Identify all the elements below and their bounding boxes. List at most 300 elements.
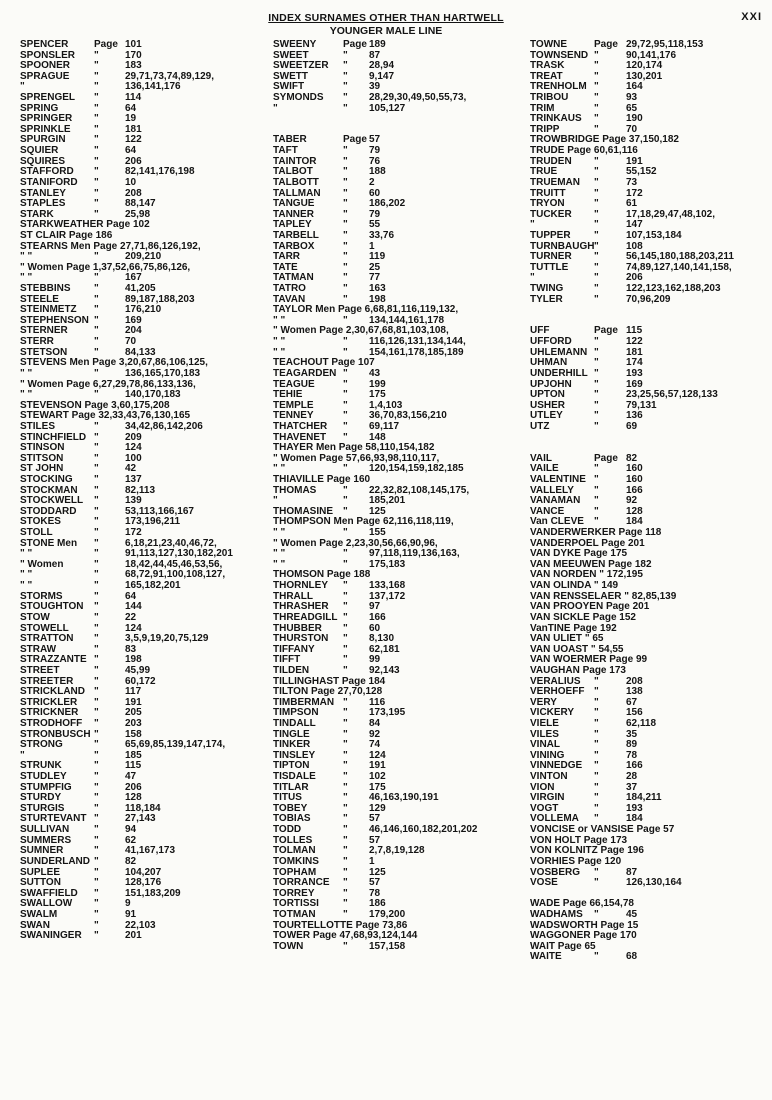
page-marker: " (94, 208, 99, 220)
surname-text: " (530, 219, 535, 231)
surname-text: TRIBOU (530, 92, 569, 104)
page-refs: 137,172 (369, 590, 406, 602)
page-marker: " (594, 70, 599, 82)
surname-text: " " (20, 367, 33, 379)
index-entry (273, 666, 523, 677)
surname-text: TORTISSI (273, 898, 319, 910)
page-marker: " (94, 187, 99, 199)
page-refs: 174 (626, 357, 643, 369)
surname-text: " (273, 495, 278, 507)
page-marker: " (594, 208, 599, 220)
surname-text: TEACHOUT Page 107 (273, 357, 375, 369)
page-marker: " (594, 367, 599, 379)
surname-text: THORNLEY (273, 580, 328, 592)
surname-text: WADE Page 66,154,78 (530, 898, 634, 910)
page-refs: 163 (369, 283, 386, 295)
surname-text: TREAT (530, 70, 563, 82)
surname-text: TODD (273, 824, 302, 836)
page-refs: 82 (626, 452, 638, 464)
index-entry (273, 857, 523, 868)
page-refs: 164 (626, 81, 643, 93)
surname-text: " (20, 749, 25, 761)
page-refs: 79 (369, 145, 381, 157)
page-marker: " (343, 633, 348, 645)
surname-text: STOCKMAN (20, 484, 78, 496)
page-marker: " (594, 410, 599, 422)
surname-text: STRAZZANTE (20, 654, 87, 666)
surname-text: TUCKER (530, 208, 572, 220)
page-marker: " (343, 622, 348, 634)
page-marker: " (94, 304, 99, 316)
page-marker: " (343, 102, 348, 114)
page-marker: " (343, 389, 348, 401)
page-refs: 173,196,211 (125, 516, 181, 528)
index-entry (273, 613, 523, 624)
surname-text: TRUDEN (530, 155, 572, 167)
surname-text: VERALIUS (530, 675, 581, 687)
page-marker: " (94, 134, 99, 146)
index-entry (20, 517, 270, 528)
index-entry (273, 793, 523, 804)
surname-text: VANDERWERKER Page 118 (530, 527, 662, 539)
surname-text: TRUEMAN (530, 176, 580, 188)
page-refs: 107,153,184 (626, 229, 682, 241)
surname-text: STEVENSON Page 3,60,175,208 (20, 399, 170, 411)
page-refs: 36,70,83,156,210 (369, 410, 447, 422)
index-entry (20, 178, 270, 189)
surname-text: VON KOLNITZ Page 196 (530, 845, 644, 857)
page-marker: " (94, 898, 99, 910)
page-marker: " (94, 590, 99, 602)
page-marker: " (94, 771, 99, 783)
page-refs: 122 (125, 134, 142, 146)
surname-text: " " (273, 463, 286, 475)
surname-text: TILLINGHAST Page 184 (273, 675, 386, 687)
page-marker: " (343, 261, 348, 273)
page-marker: " (343, 293, 348, 305)
index-entry (530, 401, 772, 412)
index-entry (273, 730, 523, 741)
page-refs: 79,131 (626, 399, 657, 411)
page-marker: " (594, 60, 599, 72)
page-refs: 67 (626, 696, 638, 708)
surname-text: USHER (530, 399, 566, 411)
surname-text: VANAMAN (530, 495, 581, 507)
page-refs: 175 (369, 781, 386, 793)
surname-text: TOWNSEND (530, 49, 589, 61)
index-entry (273, 517, 523, 528)
page-refs: 82 (125, 855, 137, 867)
page-refs: 10 (125, 176, 137, 188)
surname-text: VILES (530, 728, 559, 740)
page-marker: " (343, 495, 348, 507)
page-refs: 100 (125, 452, 142, 464)
page-marker: " (94, 155, 99, 167)
surname-text: TOMKINS (273, 855, 319, 867)
page-refs: 134,144,161,178 (369, 314, 445, 326)
index-entry (20, 602, 270, 613)
index-entry (273, 910, 523, 921)
page-marker: " (343, 346, 348, 358)
surname-text: " " (273, 527, 286, 539)
page-marker: " (94, 781, 99, 793)
page-refs: 203 (125, 718, 142, 729)
page-refs: 28 (626, 771, 638, 783)
page-refs: 189 (369, 39, 386, 50)
page-refs: 133,168 (369, 580, 406, 592)
surname-text: STERNER (20, 325, 68, 337)
surname-text: STORMS (20, 590, 63, 602)
page-refs: 157,158 (369, 940, 406, 952)
page-marker: " (343, 251, 348, 263)
page-marker: " (343, 845, 348, 857)
page-marker: " (594, 399, 599, 411)
index-entry (530, 189, 772, 200)
page-marker: " (94, 760, 99, 772)
page-refs: 62,181 (369, 643, 400, 655)
surname-text: STRONBUSCH (20, 728, 91, 740)
index-entry (20, 231, 270, 242)
page-marker: " (94, 145, 99, 157)
page-refs: 191 (125, 696, 142, 708)
page-refs: 114 (125, 92, 142, 104)
surname-text: SWAN (20, 919, 50, 931)
page-refs: 172 (125, 527, 142, 539)
page-refs: 160 (626, 463, 643, 475)
surname-text: UTLEY (530, 410, 563, 422)
surname-text: TILDEN (273, 664, 310, 676)
page-marker: " (343, 866, 348, 878)
surname-text: VANCE (530, 505, 565, 517)
page-marker: " (343, 834, 348, 846)
page-refs: 118,184 (125, 802, 161, 814)
surname-text: ST CLAIR Page 186 (20, 229, 113, 241)
page-refs: 91 (125, 908, 137, 920)
page-refs: 57 (369, 813, 381, 825)
surname-text: STANLEY (20, 187, 66, 199)
page-refs: 160 (626, 473, 643, 485)
page-refs: 199 (369, 378, 386, 390)
surname-text: VICKERY (530, 707, 575, 719)
page-refs: 209,210 (125, 251, 162, 263)
page-refs: 155 (369, 527, 386, 539)
surname-text: SPONSLER (20, 49, 76, 61)
page-marker: " (94, 558, 99, 570)
page-marker: " (343, 749, 348, 761)
surname-text: VINTON (530, 771, 568, 783)
surname-text: SWALM (20, 908, 58, 920)
page-marker: " (343, 611, 348, 623)
page-marker: " (343, 92, 348, 104)
index-entry (20, 931, 270, 942)
surname-text: TURNER (530, 251, 572, 263)
surname-text: STEBBINS (20, 283, 71, 295)
page-refs: 175,183 (369, 558, 406, 570)
page-marker: " (94, 473, 99, 485)
surname-text: STRUNK (20, 760, 62, 772)
surname-text: " Women Page 2,23,30,56,66,90,96, (273, 537, 438, 549)
page-marker: Page (343, 39, 367, 50)
page-refs: 62,118 (626, 718, 657, 729)
page-refs: 57 (369, 877, 381, 889)
page-refs: 208 (626, 675, 643, 687)
surname-text: " (20, 81, 25, 93)
page-marker: " (94, 452, 99, 464)
page-marker: Page (94, 39, 118, 50)
surname-text: TIMPSON (273, 707, 319, 719)
page-refs: 6,18,21,23,40,46,72, (125, 537, 217, 549)
page-refs: 60 (369, 622, 381, 634)
page-marker: " (94, 749, 99, 761)
page-marker: " (94, 675, 99, 687)
surname-text: STILES (20, 420, 56, 432)
page-refs: 140,170,183 (125, 389, 181, 401)
page-marker: " (94, 813, 99, 825)
index-entry (530, 422, 772, 433)
page-marker: " (594, 696, 599, 708)
page-marker: " (94, 537, 99, 549)
surname-text: SQUIRES (20, 155, 66, 167)
page-refs: 74,89,127,140,141,158, (626, 261, 732, 273)
page-marker: " (94, 728, 99, 740)
index-entry (273, 475, 523, 486)
page-refs: 116 (369, 696, 386, 708)
page-marker: " (94, 739, 99, 751)
page-marker: " (343, 187, 348, 199)
surname-text: TRUE (530, 166, 558, 178)
page-marker: " (94, 336, 99, 348)
surname-text: THAYER Men Page 58,110,154,182 (273, 442, 435, 454)
index-entry (530, 730, 772, 741)
surname-text: TITUS (273, 792, 302, 804)
surname-text: TROWBRIDGE Page 37,150,182 (530, 134, 679, 146)
surname-text: SPRING (20, 102, 59, 114)
page-marker: " (94, 166, 99, 178)
surname-text: TRUDE Page 60,61,116 (530, 145, 638, 157)
surname-text: STUDLEY (20, 771, 67, 783)
surname-text: TEAGARDEN (273, 367, 337, 379)
surname-text: TRIPP (530, 123, 560, 135)
page-refs: 17,18,29,47,48,102, (626, 208, 715, 220)
index-entry (273, 104, 523, 115)
page-marker: " (94, 325, 99, 337)
page-refs: 33,76 (369, 229, 395, 241)
page-marker: " (594, 389, 599, 401)
page-marker: Page (594, 39, 618, 50)
surname-text: UFF (530, 325, 550, 337)
page-refs: 125 (369, 866, 386, 878)
page-marker: " (343, 813, 348, 825)
surname-text: VALENTINE (530, 473, 586, 485)
page-marker: " (343, 728, 348, 740)
surname-text: STOLL (20, 527, 53, 539)
page-refs: 167 (125, 272, 142, 284)
surname-text: SUTTON (20, 877, 61, 889)
index-entry (530, 952, 772, 963)
page-refs: 8,130 (369, 633, 395, 645)
page-refs: 1 (369, 855, 375, 867)
surname-text: STRICKLAND (20, 686, 85, 698)
surname-text: WAITE (530, 951, 562, 963)
surname-text: VERHOEFF (530, 686, 585, 698)
surname-text: THIAVILLE Page 160 (273, 473, 371, 485)
surname-text: TIFFT (273, 654, 301, 666)
surname-text: VIRGIN (530, 792, 565, 804)
page-marker: " (94, 102, 99, 114)
page-refs: 57 (369, 834, 381, 846)
surname-text: VOGT (530, 802, 559, 814)
page-refs: 129 (369, 802, 386, 814)
page-refs: 39 (369, 81, 381, 93)
surname-text: STRICKNER (20, 707, 79, 719)
index-entry (530, 857, 772, 868)
page-refs: 2 (369, 176, 375, 188)
page-refs: 209 (125, 431, 142, 443)
page-refs: 184,211 (626, 792, 662, 804)
index-entry (530, 942, 772, 953)
surname-text: TEAGUE (273, 378, 315, 390)
page-marker: " (343, 505, 348, 517)
page-refs: 28,94 (369, 60, 395, 72)
page-refs: 120,154,159,182,185 (369, 463, 464, 475)
page-refs: 60 (369, 187, 381, 199)
surname-text: VAN PROOYEN Page 201 (530, 601, 650, 613)
page-refs: 186 (369, 898, 386, 910)
surname-text: VAN ULIET " 65 (530, 633, 604, 645)
page-refs: 156 (626, 707, 643, 719)
page-marker: " (94, 272, 99, 284)
surname-text: VIELE (530, 718, 559, 729)
page-marker: " (343, 601, 348, 613)
index-entry (20, 613, 270, 624)
surname-text: " Women (20, 558, 64, 570)
page-marker: " (343, 155, 348, 167)
index-entry (20, 422, 270, 433)
page-marker: " (94, 420, 99, 432)
page-refs: 122 (626, 336, 643, 348)
page-marker: " (94, 802, 99, 814)
surname-text: STUMPFIG (20, 781, 72, 793)
page-marker: " (594, 155, 599, 167)
surname-text: SUPLEE (20, 866, 61, 878)
page-refs: 55 (369, 219, 381, 231)
page-refs: 158 (125, 728, 142, 740)
page-marker: " (594, 346, 599, 358)
surname-text: SPRENGEL (20, 92, 76, 104)
page-marker: " (594, 187, 599, 199)
page-marker: " (594, 718, 599, 729)
surname-text: SULLIVAN (20, 824, 70, 836)
page-marker: " (94, 718, 99, 729)
surname-text: VAN OLINDA " 149 (530, 580, 619, 592)
page-refs: 117 (125, 686, 142, 698)
index-entry (273, 942, 523, 953)
index-entry (20, 740, 270, 751)
surname-text: STINSON (20, 442, 65, 454)
page-marker: " (594, 229, 599, 241)
surname-text: STOW (20, 611, 50, 623)
page-refs: 22 (125, 611, 137, 623)
index-entry (273, 178, 523, 189)
page-refs: 151,183,209 (125, 887, 181, 899)
surname-text: " " (273, 336, 286, 348)
index-entry (273, 772, 523, 783)
page-marker: " (594, 49, 599, 61)
page-refs: 29,71,73,74,89,129, (125, 70, 214, 82)
page-refs: 65 (626, 102, 638, 114)
page-marker: " (343, 940, 348, 952)
index-entry (273, 751, 523, 762)
surname-text: TATMAN (273, 272, 314, 284)
surname-text: TWING (530, 283, 564, 295)
surname-text: UTZ (530, 420, 550, 432)
page-refs: 25,98 (125, 208, 151, 220)
page-refs: 45,99 (125, 664, 151, 676)
surname-text: STURTEVANT (20, 813, 87, 825)
surname-text: WAGGONER Page 170 (530, 930, 637, 942)
page-marker: " (94, 283, 99, 295)
page-marker: " (343, 707, 348, 719)
page-marker: " (94, 70, 99, 82)
page-marker: Page (594, 452, 618, 464)
page-marker: " (343, 431, 348, 443)
page-marker: " (94, 484, 99, 496)
page-marker: " (94, 49, 99, 61)
page-marker: " (343, 176, 348, 188)
page-marker: " (94, 176, 99, 188)
surname-text: SWIFT (273, 81, 305, 93)
page-marker: " (594, 877, 599, 889)
index-entry (530, 772, 772, 783)
surname-text: VINNEDGE (530, 760, 583, 772)
page-refs: 43 (369, 367, 381, 379)
page-refs: 70 (626, 123, 638, 135)
surname-text: STINCHFIELD (20, 431, 87, 443)
page-refs: 90,141,176 (626, 49, 677, 61)
surname-text: TALBOTT (273, 176, 319, 188)
surname-text: SPURGIN (20, 134, 66, 146)
surname-text: VAN SICKLE Page 152 (530, 611, 636, 623)
surname-text: SPOONER (20, 60, 71, 72)
page-marker: " (94, 792, 99, 804)
surname-text: THATCHER (273, 420, 328, 432)
surname-text: TARBOX (273, 240, 315, 252)
index-entry (530, 178, 772, 189)
page-refs: 83 (125, 643, 137, 655)
page-marker: " (94, 123, 99, 135)
surname-text: " " (20, 569, 33, 581)
page-refs: 190 (626, 113, 643, 125)
surname-text: TIMBERMAN (273, 696, 335, 708)
index-entry (273, 242, 523, 253)
page-refs: 122,123,162,188,203 (626, 283, 721, 295)
page-marker: " (94, 198, 99, 210)
page-refs: 144 (125, 601, 142, 613)
surname-text: TRUITT (530, 187, 566, 199)
page-refs: 104,207 (125, 866, 162, 878)
surname-text: VINING (530, 749, 565, 761)
page-refs: 193 (626, 802, 643, 814)
page-refs: 89,187,188,203 (125, 293, 195, 305)
surname-text: STRICKLER (20, 696, 78, 708)
index-entry (273, 719, 523, 730)
page-marker: " (94, 389, 99, 401)
page-marker: Page (343, 134, 367, 146)
page-refs: 25 (369, 261, 381, 273)
page-refs: 64 (125, 145, 137, 157)
page-marker: " (343, 548, 348, 560)
surname-text: TISDALE (273, 771, 316, 783)
